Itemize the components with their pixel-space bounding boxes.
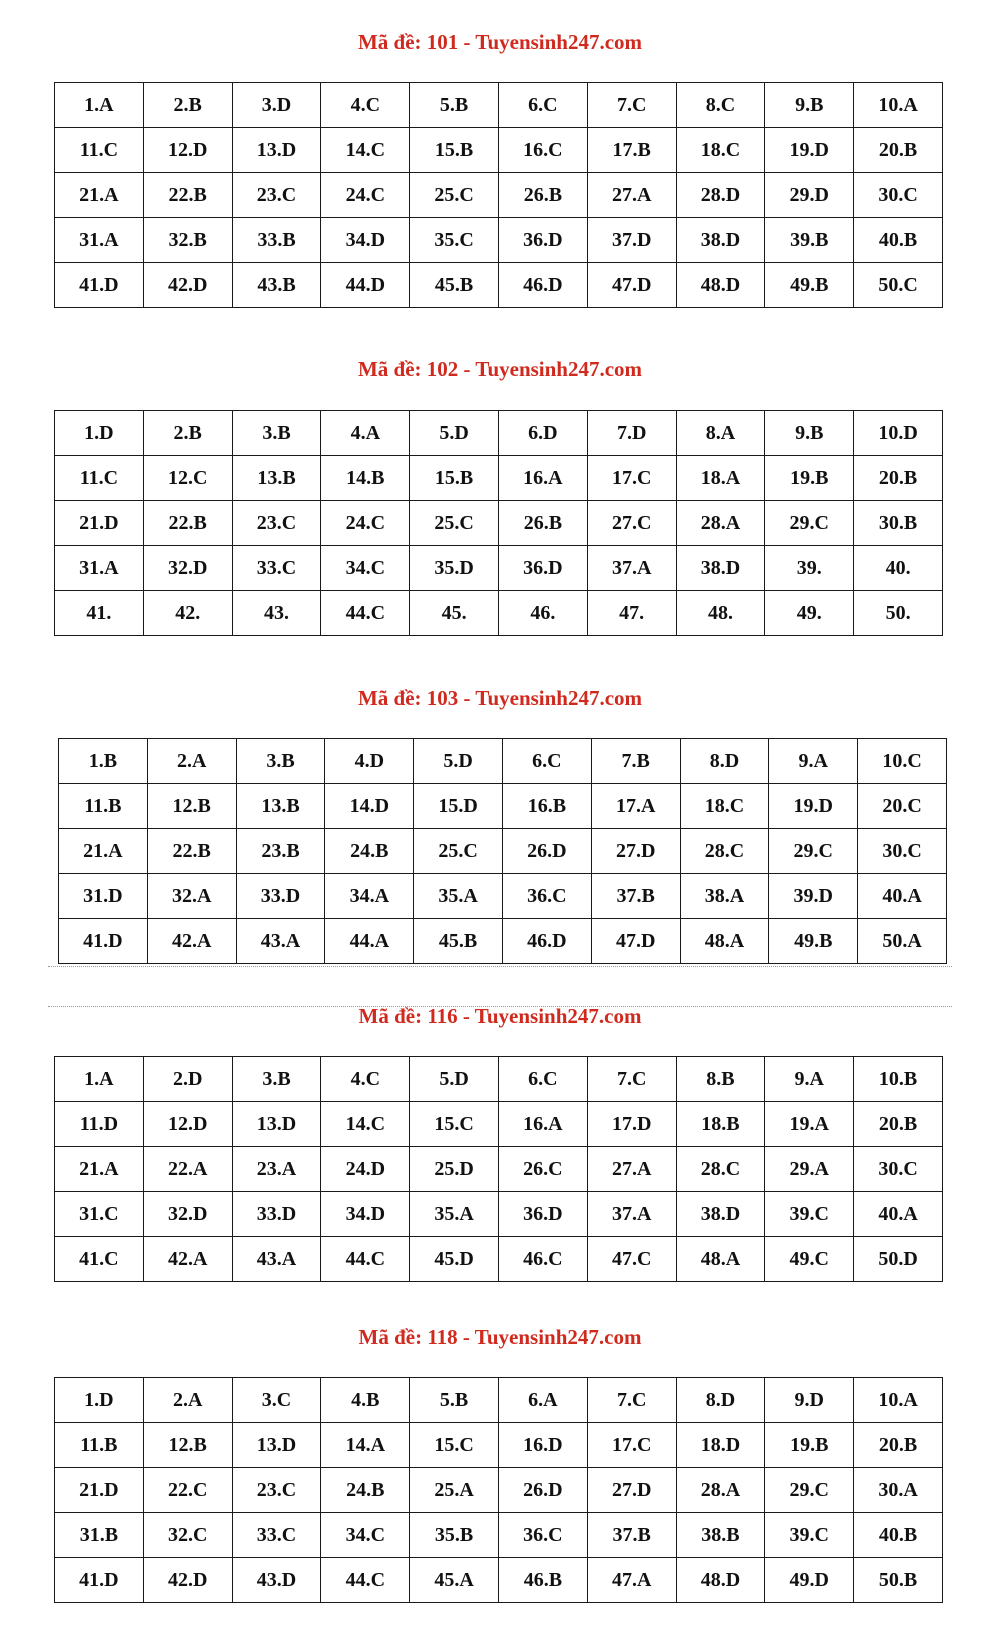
answer-cell: 14.C [321, 128, 410, 173]
answer-cell: 9.A [769, 739, 858, 784]
table-row [59, 784, 947, 829]
answer-cell: 49.B [765, 263, 854, 308]
answer-cell: 26.B [498, 173, 587, 218]
answer-cell: 18.A [676, 456, 765, 501]
answer-cell: 48.D [676, 1558, 765, 1603]
answer-cell: 35.B [410, 1513, 499, 1558]
answer-cell: 47. [587, 591, 676, 636]
answer-cell: 27.A [587, 1147, 676, 1192]
answer-cell: 26.D [498, 1468, 587, 1513]
answer-cell: 3.B [236, 739, 325, 784]
answer-cell: 28.C [676, 1147, 765, 1192]
answer-cell: 50.C [854, 263, 943, 308]
answer-cell: 1.D [55, 1378, 144, 1423]
answer-cell: 6.C [502, 739, 591, 784]
answer-cell: 18.D [676, 1423, 765, 1468]
answer-cell: 44.C [321, 591, 410, 636]
answer-cell: 30.C [858, 829, 947, 874]
answer-cell: 12.D [143, 128, 232, 173]
answer-cell: 40.A [854, 1192, 943, 1237]
answer-cell: 4.D [325, 739, 414, 784]
answer-cell: 34.D [321, 1192, 410, 1237]
answer-cell: 17.A [591, 784, 680, 829]
answer-cell: 41.C [55, 1237, 144, 1282]
answer-cell: 47.D [591, 919, 680, 964]
answer-cell: 30.A [854, 1468, 943, 1513]
answer-cell: 41. [55, 591, 144, 636]
answer-cell: 28.D [676, 173, 765, 218]
answer-cell: 25.D [410, 1147, 499, 1192]
answer-cell: 40.B [854, 218, 943, 263]
answer-cell: 25.A [410, 1468, 499, 1513]
answer-cell: 30.B [854, 501, 943, 546]
answer-cell: 12.B [147, 784, 236, 829]
answer-cell: 17.B [587, 128, 676, 173]
answer-cell: 2.B [143, 83, 232, 128]
answer-cell: 24.B [321, 1468, 410, 1513]
answer-cell: 43. [232, 591, 321, 636]
answer-cell: 40.A [858, 874, 947, 919]
answer-cell: 42.A [143, 1237, 232, 1282]
answer-cell: 46.C [498, 1237, 587, 1282]
answer-cell: 47.A [587, 1558, 676, 1603]
answer-cell: 33.C [232, 1513, 321, 1558]
table-row [55, 1147, 943, 1192]
table-row [55, 1378, 943, 1423]
table-row [59, 919, 947, 964]
answer-cell: 34.C [321, 546, 410, 591]
answer-cell: 5.D [410, 1057, 499, 1102]
answer-cell: 37.B [587, 1513, 676, 1558]
answer-cell: 19.D [765, 128, 854, 173]
answer-cell: 33.D [232, 1192, 321, 1237]
answer-cell: 13.B [236, 784, 325, 829]
answer-cell: 45.B [410, 263, 499, 308]
answer-cell: 48.D [676, 263, 765, 308]
answer-cell: 36.D [498, 546, 587, 591]
answer-cell: 39.C [765, 1192, 854, 1237]
section-title: Mã đề: 116 - Tuyensinh247.com [358, 1004, 642, 1028]
answer-cell: 28.A [676, 1468, 765, 1513]
answer-cell: 33.D [236, 874, 325, 919]
answer-cell: 50.B [854, 1558, 943, 1603]
table-row [55, 1423, 943, 1468]
answer-cell: 19.B [765, 1423, 854, 1468]
answer-cell: 30.C [854, 1147, 943, 1192]
answer-cell: 22.B [143, 173, 232, 218]
answer-cell: 15.D [414, 784, 503, 829]
answer-cell: 35.D [410, 546, 499, 591]
answer-cell: 16.B [502, 784, 591, 829]
answer-cell: 22.C [143, 1468, 232, 1513]
answer-cell: 19.A [765, 1102, 854, 1147]
answer-cell: 40. [854, 546, 943, 591]
answer-cell: 23.C [232, 501, 321, 546]
answer-cell: 27.A [587, 173, 676, 218]
answer-cell: 30.C [854, 173, 943, 218]
answer-cell: 28.A [676, 501, 765, 546]
answer-table [58, 738, 947, 964]
answer-cell: 33.B [232, 218, 321, 263]
answer-cell: 34.D [321, 218, 410, 263]
answer-cell: 47.C [587, 1237, 676, 1282]
answer-cell: 21.A [59, 829, 148, 874]
page-separator [48, 966, 952, 967]
answer-cell: 41.D [55, 1558, 144, 1603]
answer-cell: 32.B [143, 218, 232, 263]
answer-cell: 3.C [232, 1378, 321, 1423]
answer-cell: 43.D [232, 1558, 321, 1603]
answer-cell: 35.C [410, 218, 499, 263]
answer-cell: 21.A [55, 173, 144, 218]
table-row [55, 83, 943, 128]
answer-cell: 26.B [498, 501, 587, 546]
answer-cell: 33.C [232, 546, 321, 591]
answer-cell: 9.A [765, 1057, 854, 1102]
answer-cell: 38.D [676, 546, 765, 591]
answer-cell: 9.B [765, 83, 854, 128]
answer-cell: 11.B [59, 784, 148, 829]
table-row [55, 546, 943, 591]
answer-cell: 20.B [854, 1423, 943, 1468]
answer-cell: 47.D [587, 263, 676, 308]
answer-cell: 7.C [587, 1057, 676, 1102]
answer-cell: 44.C [321, 1237, 410, 1282]
answer-table [54, 410, 943, 636]
table-row [55, 263, 943, 308]
answer-cell: 50.D [854, 1237, 943, 1282]
answer-cell: 7.C [587, 83, 676, 128]
answer-cell: 45.B [414, 919, 503, 964]
table-row [55, 218, 943, 263]
answer-cell: 2.B [143, 411, 232, 456]
answer-cell: 50. [854, 591, 943, 636]
answer-cell: 39. [765, 546, 854, 591]
answer-cell: 3.B [232, 1057, 321, 1102]
answer-cell: 11.B [55, 1423, 144, 1468]
answer-cell: 28.C [680, 829, 769, 874]
answer-cell: 16.C [498, 128, 587, 173]
answer-cell: 17.D [587, 1102, 676, 1147]
answer-cell: 12.D [143, 1102, 232, 1147]
answer-cell: 23.B [236, 829, 325, 874]
answer-cell: 16.D [498, 1423, 587, 1468]
answer-cell: 3.B [232, 411, 321, 456]
answer-cell: 2.A [147, 739, 236, 784]
answer-cell: 9.D [765, 1378, 854, 1423]
answer-cell: 13.D [232, 1423, 321, 1468]
answer-cell: 7.C [587, 1378, 676, 1423]
answer-cell: 18.B [676, 1102, 765, 1147]
answer-cell: 24.C [321, 501, 410, 546]
answer-cell: 18.C [676, 128, 765, 173]
answer-cell: 41.D [55, 263, 144, 308]
answer-cell: 29.D [765, 173, 854, 218]
answer-cell: 31.C [55, 1192, 144, 1237]
answer-cell: 16.A [498, 456, 587, 501]
table-row [55, 173, 943, 218]
page-separator [48, 1006, 952, 1007]
answer-cell: 44.D [321, 263, 410, 308]
answer-cell: 42.A [147, 919, 236, 964]
answer-cell: 3.D [232, 83, 321, 128]
answer-cell: 24.D [321, 1147, 410, 1192]
answer-cell: 20.B [854, 456, 943, 501]
answer-cell: 25.C [410, 173, 499, 218]
answer-cell: 21.D [55, 501, 144, 546]
answer-cell: 10.A [854, 83, 943, 128]
answer-cell: 6.A [498, 1378, 587, 1423]
answer-cell: 43.B [232, 263, 321, 308]
answer-cell: 1.A [55, 83, 144, 128]
answer-cell: 5.D [410, 411, 499, 456]
table-row [55, 1057, 943, 1102]
answer-cell: 8.A [676, 411, 765, 456]
answer-cell: 4.B [321, 1378, 410, 1423]
answer-cell: 29.C [765, 501, 854, 546]
section-title: Mã đề: 103 - Tuyensinh247.com [357, 686, 643, 710]
answer-cell: 15.C [410, 1423, 499, 1468]
answer-cell: 36.D [498, 1192, 587, 1237]
answer-cell: 46.D [498, 263, 587, 308]
answer-cell: 44.A [325, 919, 414, 964]
answer-cell: 32.D [143, 546, 232, 591]
answer-cell: 22.B [147, 829, 236, 874]
answer-cell: 6.D [498, 411, 587, 456]
answer-cell: 49.C [765, 1237, 854, 1282]
answer-cell: 45.D [410, 1237, 499, 1282]
answer-cell: 24.C [321, 173, 410, 218]
answer-cell: 21.D [55, 1468, 144, 1513]
answer-cell: 32.D [143, 1192, 232, 1237]
answer-cell: 23.A [232, 1147, 321, 1192]
answer-cell: 38.B [676, 1513, 765, 1558]
table-row [55, 1192, 943, 1237]
answer-cell: 8.D [676, 1378, 765, 1423]
answer-cell: 31.D [59, 874, 148, 919]
answer-cell: 23.C [232, 1468, 321, 1513]
answer-cell: 34.A [325, 874, 414, 919]
answer-cell: 20.C [858, 784, 947, 829]
answer-cell: 10.C [858, 739, 947, 784]
answer-cell: 25.C [410, 501, 499, 546]
answer-table [54, 82, 943, 308]
answer-table [54, 1377, 943, 1603]
answer-cell: 42.D [143, 1558, 232, 1603]
answer-cell: 1.D [55, 411, 144, 456]
answer-cell: 5.D [414, 739, 503, 784]
answer-cell: 20.B [854, 128, 943, 173]
answer-cell: 18.C [680, 784, 769, 829]
answer-cell: 23.C [232, 173, 321, 218]
answer-cell: 46.B [498, 1558, 587, 1603]
answer-cell: 29.C [765, 1468, 854, 1513]
answer-cell: 24.B [325, 829, 414, 874]
table-row [55, 128, 943, 173]
answer-cell: 2.D [143, 1057, 232, 1102]
section-title: Mã đề: 118 - Tuyensinh247.com [358, 1325, 642, 1349]
answer-cell: 4.C [321, 83, 410, 128]
answer-cell: 36.D [498, 218, 587, 263]
answer-cell: 10.B [854, 1057, 943, 1102]
answer-cell: 1.B [59, 739, 148, 784]
answer-cell: 5.B [410, 1378, 499, 1423]
answer-cell: 50.A [858, 919, 947, 964]
answer-cell: 15.C [410, 1102, 499, 1147]
answer-cell: 19.D [769, 784, 858, 829]
answer-cell: 44.C [321, 1558, 410, 1603]
answer-cell: 16.A [498, 1102, 587, 1147]
answer-cell: 10.D [854, 411, 943, 456]
answer-cell: 35.A [410, 1192, 499, 1237]
table-row [55, 456, 943, 501]
answer-cell: 48. [676, 591, 765, 636]
answer-cell: 39.C [765, 1513, 854, 1558]
answer-cell: 38.D [676, 218, 765, 263]
answer-cell: 8.D [680, 739, 769, 784]
answer-cell: 19.B [765, 456, 854, 501]
table-row [55, 1237, 943, 1282]
answer-cell: 17.C [587, 1423, 676, 1468]
answer-cell: 31.B [55, 1513, 144, 1558]
answer-cell: 11.D [55, 1102, 144, 1147]
table-row [55, 411, 943, 456]
section-title: Mã đề: 101 - Tuyensinh247.com [357, 30, 643, 54]
answer-cell: 17.C [587, 456, 676, 501]
answer-cell: 46. [498, 591, 587, 636]
answer-cell: 5.B [410, 83, 499, 128]
answer-cell: 9.B [765, 411, 854, 456]
answer-cell: 10.A [854, 1378, 943, 1423]
answer-cell: 14.A [321, 1423, 410, 1468]
answer-cell: 14.D [325, 784, 414, 829]
answer-cell: 38.D [676, 1192, 765, 1237]
answer-cell: 29.C [769, 829, 858, 874]
answer-cell: 31.A [55, 546, 144, 591]
section-title: Mã đề: 102 - Tuyensinh247.com [357, 357, 643, 381]
answer-cell: 12.C [143, 456, 232, 501]
answer-cell: 11.C [55, 128, 144, 173]
table-row [59, 874, 947, 919]
answer-cell: 1.A [55, 1057, 144, 1102]
answer-cell: 25.C [414, 829, 503, 874]
answer-cell: 37.B [591, 874, 680, 919]
answer-cell: 34.C [321, 1513, 410, 1558]
answer-cell: 20.B [854, 1102, 943, 1147]
table-row [55, 1102, 943, 1147]
table-row [59, 739, 947, 784]
answer-cell: 15.B [410, 128, 499, 173]
answer-cell: 40.B [854, 1513, 943, 1558]
table-row [55, 591, 943, 636]
table-row [55, 501, 943, 546]
answer-cell: 26.C [498, 1147, 587, 1192]
answer-cell: 2.A [143, 1378, 232, 1423]
answer-cell: 14.C [321, 1102, 410, 1147]
answer-cell: 29.A [765, 1147, 854, 1192]
answer-cell: 13.D [232, 128, 321, 173]
answer-cell: 46.D [502, 919, 591, 964]
answer-cell: 11.C [55, 456, 144, 501]
answer-cell: 39.B [765, 218, 854, 263]
answer-cell: 49.B [769, 919, 858, 964]
answer-cell: 36.C [502, 874, 591, 919]
answer-cell: 7.D [587, 411, 676, 456]
answer-cell: 6.C [498, 1057, 587, 1102]
answer-cell: 4.C [321, 1057, 410, 1102]
answer-cell: 8.B [676, 1057, 765, 1102]
answer-cell: 36.C [498, 1513, 587, 1558]
answer-cell: 32.A [147, 874, 236, 919]
answer-cell: 22.B [143, 501, 232, 546]
answer-cell: 48.A [680, 919, 769, 964]
answer-cell: 12.B [143, 1423, 232, 1468]
answer-cell: 21.A [55, 1147, 144, 1192]
answer-cell: 27.D [591, 829, 680, 874]
answer-cell: 27.D [587, 1468, 676, 1513]
answer-cell: 7.B [591, 739, 680, 784]
answer-cell: 6.C [498, 83, 587, 128]
answer-cell: 38.A [680, 874, 769, 919]
answer-cell: 31.A [55, 218, 144, 263]
answer-cell: 45.A [410, 1558, 499, 1603]
answer-cell: 26.D [502, 829, 591, 874]
answer-cell: 37.A [587, 546, 676, 591]
answer-cell: 32.C [143, 1513, 232, 1558]
answer-cell: 41.D [59, 919, 148, 964]
answer-cell: 22.A [143, 1147, 232, 1192]
answer-cell: 43.A [236, 919, 325, 964]
answer-cell: 15.B [410, 456, 499, 501]
answer-cell: 42.D [143, 263, 232, 308]
answer-cell: 4.A [321, 411, 410, 456]
answer-cell: 14.B [321, 456, 410, 501]
table-row [55, 1468, 943, 1513]
answer-cell: 49.D [765, 1558, 854, 1603]
answer-cell: 43.A [232, 1237, 321, 1282]
answer-cell: 35.A [414, 874, 503, 919]
answer-cell: 27.C [587, 501, 676, 546]
answer-cell: 37.D [587, 218, 676, 263]
table-row [55, 1513, 943, 1558]
answer-table [54, 1056, 943, 1282]
answer-cell: 13.D [232, 1102, 321, 1147]
answer-cell: 42. [143, 591, 232, 636]
answer-cell: 49. [765, 591, 854, 636]
table-row [59, 829, 947, 874]
answer-cell: 37.A [587, 1192, 676, 1237]
answer-cell: 39.D [769, 874, 858, 919]
answer-cell: 13.B [232, 456, 321, 501]
table-row [55, 1558, 943, 1603]
answer-cell: 48.A [676, 1237, 765, 1282]
answer-cell: 45. [410, 591, 499, 636]
answer-cell: 8.C [676, 83, 765, 128]
